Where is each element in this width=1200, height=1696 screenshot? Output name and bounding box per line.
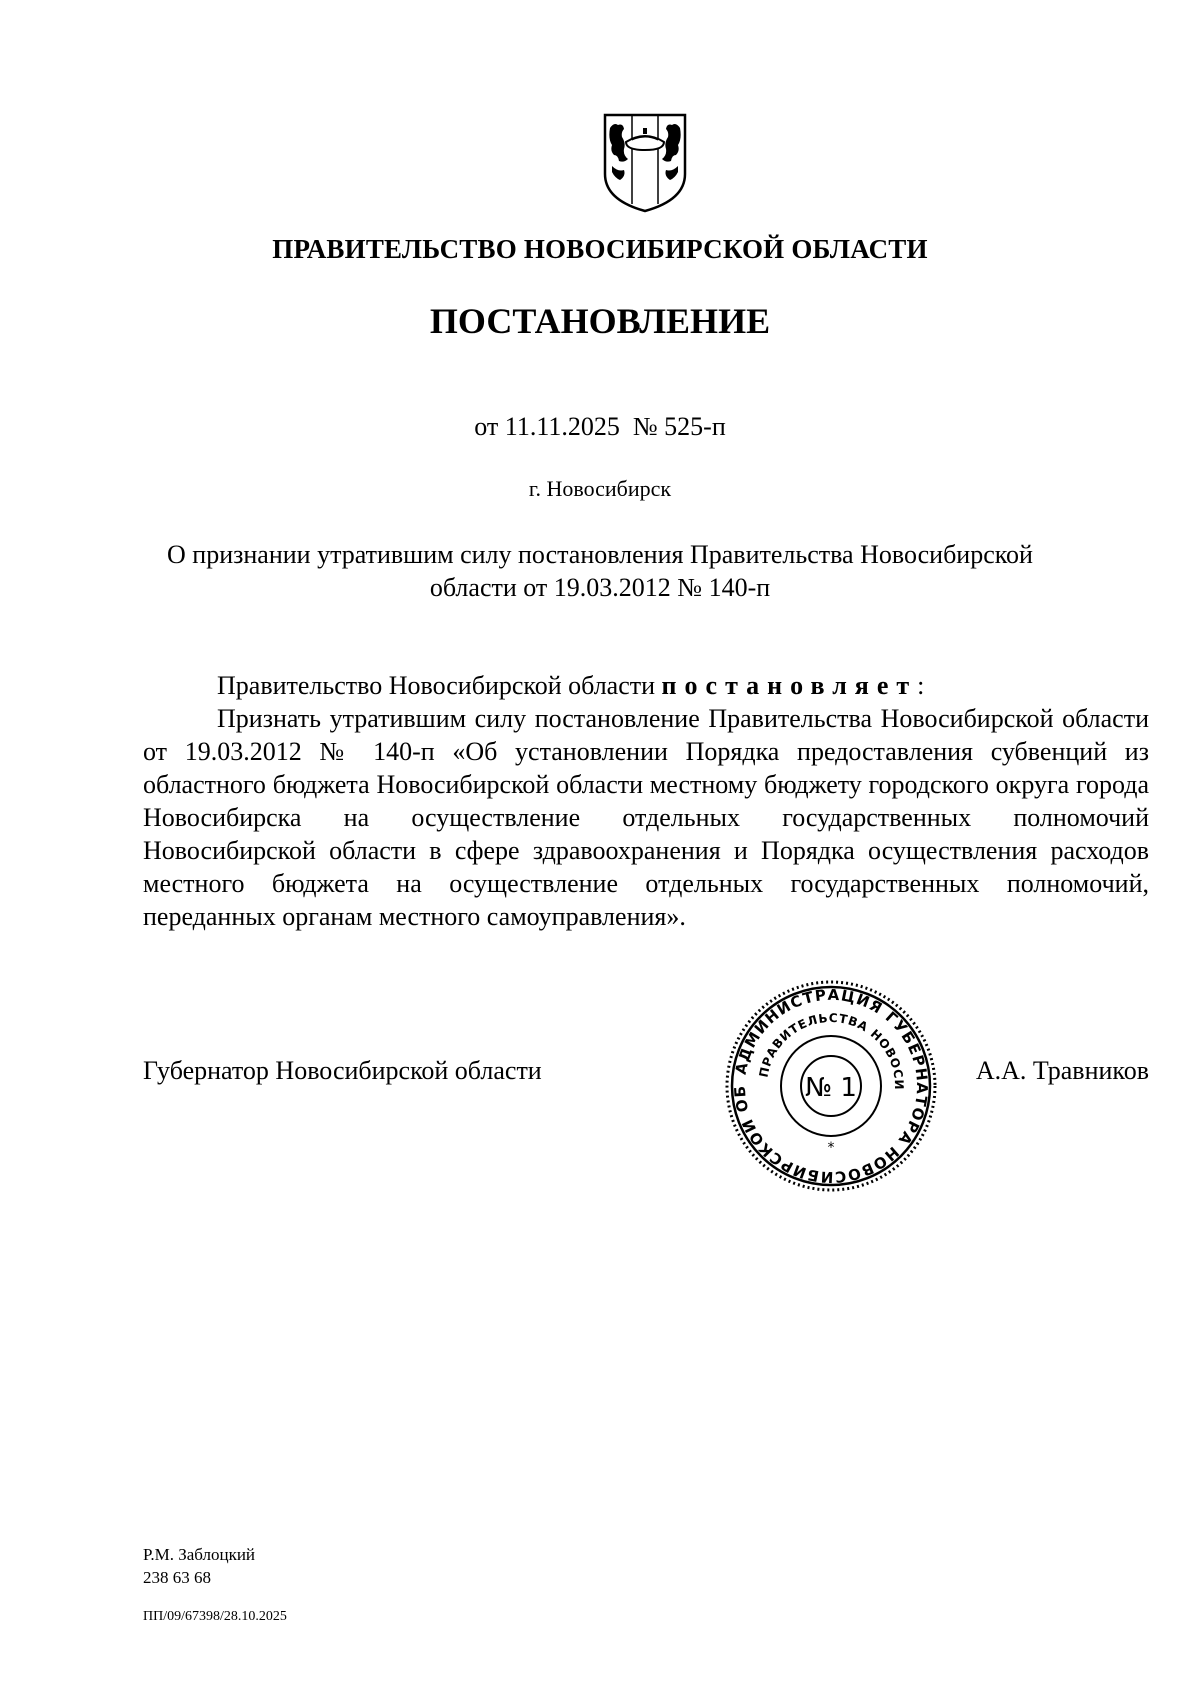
organization-name: ПРАВИТЕЛЬСТВО НОВОСИБИРСКОЙ ОБЛАСТИ: [272, 234, 928, 264]
stamp-inner-text: ПРАВИТЕЛЬСТВА НОВОСИ: [756, 1010, 907, 1091]
stamp-number: № 1: [805, 1073, 857, 1103]
decree-word: постановляет: [661, 671, 918, 700]
performer-info: [143, 1543, 255, 1589]
official-stamp: [723, 978, 939, 1194]
decree-line: [143, 669, 1149, 702]
document-title-line-2: области от 19.03.2012 № 140-п: [429, 573, 771, 602]
body-paragraph: Признать утратившим силу постановление Правительства Новосибирской области от 19.03.2012 № 140-п «Об установлении Порядка предоставления субвенций из областного бюджета Новосибирской области местному бюджету городского округа города Новосибирска на осуществление отдельных государственных полномочий Новосибирской области в сфере здравоохранения и Порядка осуществления расходов местного бюджета на осуществление отдельных государственных полномочий, переданных органам местного самоуправления».: [143, 704, 1149, 931]
coat-of-arms-icon: [602, 112, 688, 214]
document-code: ПП/09/67398/28.10.2025: [143, 1609, 287, 1624]
document-city: г. Новосибирск: [528, 476, 672, 501]
decree-prefix: Правительство Новосибирской области: [217, 671, 662, 700]
svg-text:*: *: [827, 1140, 835, 1156]
performer-name: Р.М. Заблоцкий: [143, 1545, 256, 1564]
document-title: [0, 538, 1200, 604]
signatory-position: Губернатор Новосибирской области: [143, 1056, 542, 1085]
document-date-number: от 11.11.2025 № 525-п: [474, 412, 726, 441]
document-body: [143, 669, 1149, 933]
document-title-line-1: О признании утратившим силу постановления Правительства Новосибирской: [167, 540, 1033, 569]
document-type: ПОСТАНОВЛЕНИЕ: [429, 301, 771, 341]
decree-suffix: :: [917, 671, 925, 700]
signatory-name: А.А. Травников: [975, 1056, 1149, 1085]
stamp-outer-text: АДМИНИСТРАЦИЯ ГУБЕРНАТОРА НОВОСИБИРСКОЙ ОБ: [730, 985, 932, 1187]
performer-phone: 238 63 68: [143, 1568, 211, 1587]
